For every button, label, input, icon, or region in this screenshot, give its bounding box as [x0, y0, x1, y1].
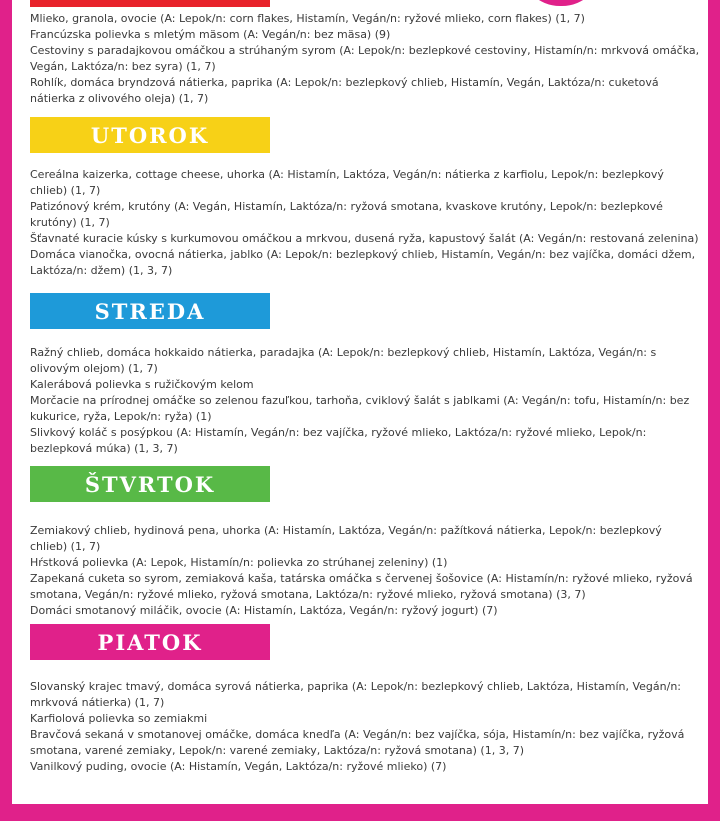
menu-sheet — [12, 0, 708, 804]
day-menu-wednesday — [30, 345, 702, 457]
day-menu-thursday — [30, 523, 702, 619]
meal-item: Francúzska polievka s mletým mäsom (A: Vegán/n: bez mäsa) (9) — [30, 28, 391, 41]
meal-item: Slivkový koláč s posýpkou (A: Histamín, Vegán/n: bez vajíčka, ryžové mlieko, Laktóza/n: ryžové mlieko, Lepok/n: bezlepková múka) (1, 3, 7) — [30, 426, 647, 455]
meal-item: Karfiolová polievka so zemiakmi — [30, 712, 208, 725]
decorative-circle — [520, 0, 602, 6]
meal-item: Patizónový krém, krutóny (A: Vegán, Histamín, Laktóza/n: ryžová smotana, kvaskove krutóny, Lepok/n: bezlepkové krutóny) (1, 7) — [30, 200, 663, 229]
day-banner-wednesday: STREDA — [30, 293, 270, 329]
meal-item: Zapekaná cuketa so syrom, zemiaková kaša, tatárska omáčka s červenej šošovice (A: Histamín/n: ryžové mlieko, ryžová smotana, Vegán/n: ryžové mlieko, ryžová smotana, Laktóza/n: ryžové mlieko, ryžová smotana) (3, 7) — [30, 572, 693, 601]
meal-item: Bravčová sekaná v smotanovej omáčke, domáca knedľa (A: Vegán/n: bez vajíčka, sója, Histamín/n: bez vajíčka, ryžová smotana, varené zemiaky, Lepok/n: varené zemiaky, Laktóza/n: ryžová smotana) (1, 3, 7) — [30, 728, 685, 757]
day-banner-monday-edge — [30, 0, 270, 7]
meal-item: Cestoviny s paradajkovou omáčkou a strúhaným syrom (A: Lepok/n: bezlepkové cestoviny, Histamín/n: mrkvová omáčka, Vegán, Laktóza/n: bez syra) (1, 7) — [30, 44, 700, 73]
meal-item: Domáca vianočka, ovocná nátierka, jablko (A: Lepok/n: bezlepkový chlieb, Histamín, Vegán/n: bez vajíčka, domáci džem, Laktóza/n: džem) (1, 3, 7) — [30, 248, 696, 277]
meal-item: Rohlík, domáca bryndzová nátierka, paprika (A: Lepok/n: bezlepkový chlieb, Histamín, Vegán, Laktóza/n: cuketová nátierka z olivového oleja) (1, 7) — [30, 76, 659, 105]
day-menu-monday — [30, 11, 702, 107]
meal-item: Slovanský krajec tmavý, domáca syrová nátierka, paprika (A: Lepok/n: bezlepkový chlieb, Laktóza, Histamín, Vegán/n: mrkvová nátierka) (1, 7) — [30, 680, 681, 709]
meal-item: Kalerábová polievka s ružičkovým kelom — [30, 378, 254, 391]
meal-item: Cereálna kaizerka, cottage cheese, uhorka (A: Histamín, Laktóza, Vegán/n: nátierka z karfiolu, Lepok/n: bezlepkový chlieb) (1, 7) — [30, 168, 664, 197]
meal-item: Zemiakový chlieb, hydinová pena, uhorka (A: Histamín, Laktóza, Vegán/n: pažítková nátierka, Lepok/n: bezlepkový chlieb) (1, 7) — [30, 524, 662, 553]
meal-item: Mlieko, granola, ovocie (A: Lepok/n: corn flakes, Histamín, Vegán/n: ryžové mlieko, corn flakes) (1, 7) — [30, 12, 585, 25]
day-menu-friday — [30, 679, 702, 775]
meal-item: Ražný chlieb, domáca hokkaido nátierka, paradajka (A: Lepok/n: bezlepkový chlieb, Histamín, Laktóza, Vegán/n: s olivovým olejom) (1, 7) — [30, 346, 657, 375]
meal-item: Šťavnaté kuracie kúsky s kurkumovou omáčkou a mrkvou, dusená ryža, kapustový šalát (A: Vegán/n: restovaná zelenina) — [30, 232, 699, 245]
meal-item: Domáci smotanový miláčik, ovocie (A: Histamín, Laktóza, Vegán/n: ryžový jogurt) (7) — [30, 604, 498, 617]
day-menu-tuesday — [30, 167, 702, 279]
day-banner-tuesday: UTOROK — [30, 117, 270, 153]
meal-item: Vanilkový puding, ovocie (A: Histamín, Vegán, Laktóza/n: ryžové mlieko) (7) — [30, 760, 447, 773]
day-banner-friday: PIATOK — [30, 624, 270, 660]
day-banner-thursday: ŠTVRTOK — [30, 466, 270, 502]
meal-item: Morčacie na prírodnej omáčke so zelenou fazuľkou, tarhoňa, cviklový šalát s jablkami (A: Vegán/n: tofu, Histamín/n: bez kukurice, ryža, Lepok/n: ryža) (1) — [30, 394, 690, 423]
meal-item: Hŕstková polievka (A: Lepok, Histamín/n: polievka zo strúhanej zeleniny) (1) — [30, 556, 448, 569]
